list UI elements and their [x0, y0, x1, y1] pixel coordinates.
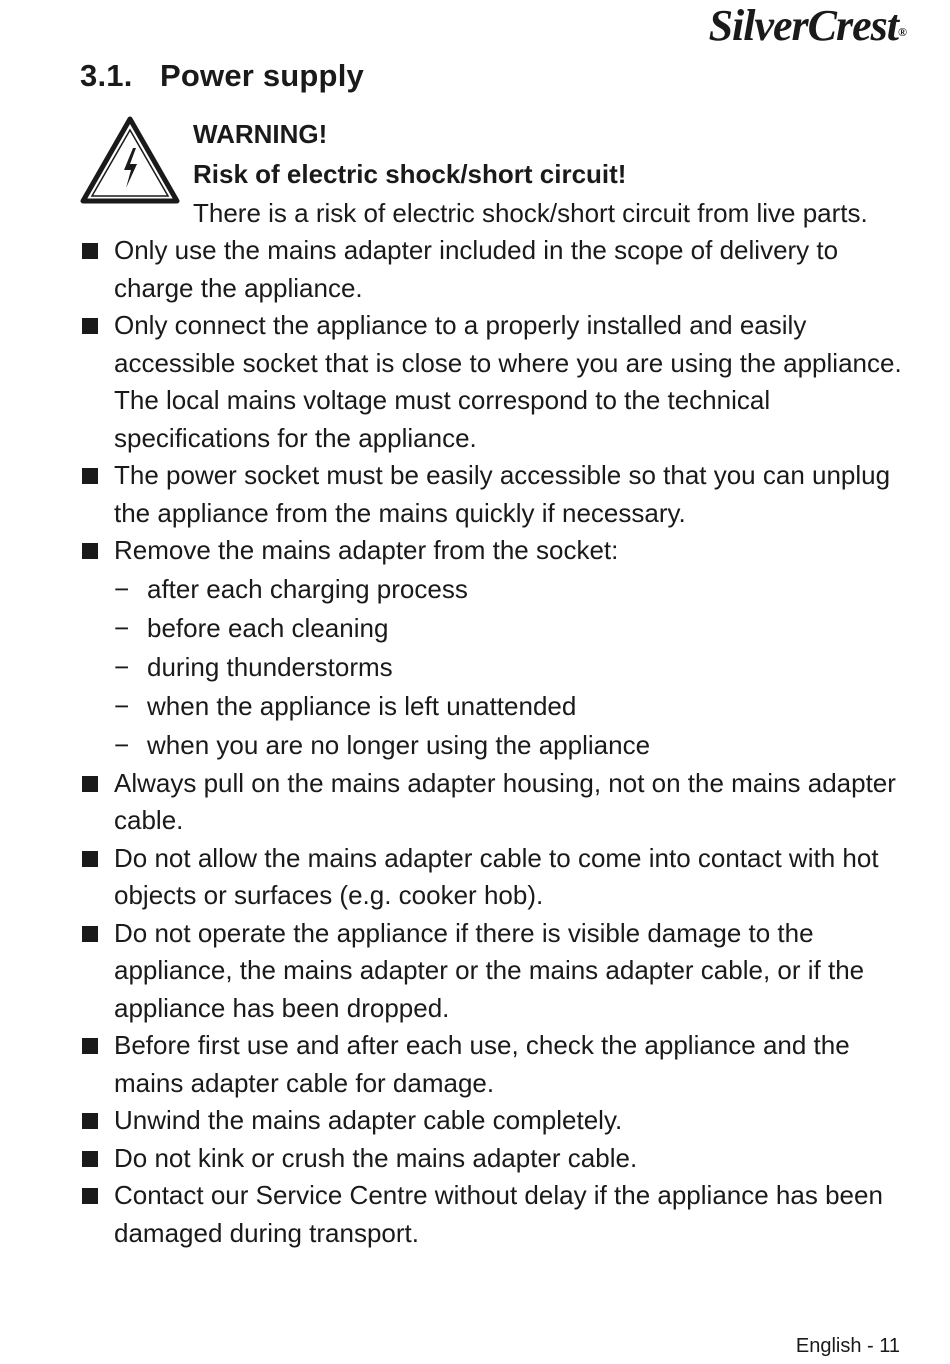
item-text: Only use the mains adapter included in the scope of delivery to charge the appliance. [114, 235, 839, 303]
removal-cases-list [114, 570, 910, 765]
sub-item-text: during thunderstorms [147, 651, 393, 682]
dash-bullet: − [114, 651, 130, 682]
sub-item-text: after each charging process [147, 573, 468, 604]
list-item [80, 307, 910, 457]
dash-bullet: − [114, 573, 130, 604]
square-bullet-icon [82, 1188, 98, 1204]
warning-subtitle: Risk of electric shock/short circuit! [193, 158, 627, 189]
sub-list-item [114, 609, 910, 648]
list-item [80, 915, 910, 1028]
square-bullet-icon [82, 243, 98, 259]
warning-block [193, 115, 913, 234]
list-item [80, 457, 910, 532]
square-bullet-icon [82, 851, 98, 867]
dash-bullet: − [114, 690, 130, 721]
electric-shock-warning-icon [80, 116, 180, 204]
dash-bullet: − [114, 729, 130, 760]
brand-logo [709, 2, 906, 50]
sub-list-item [114, 687, 910, 726]
list-item [80, 1102, 910, 1140]
safety-list [80, 232, 910, 1252]
warning-text: There is a risk of electric shock/short circuit from live parts. [193, 198, 868, 228]
list-item [80, 1177, 910, 1252]
sub-item-text: when you are no longer using the appliance [147, 729, 651, 760]
item-text: Do not operate the appliance if there is visible damage to the appliance, the mains adapter or the mains adapter cable, or if the appliance has been dropped. [114, 917, 865, 1023]
page-number: English - 11 [795, 1335, 900, 1357]
sub-item-text: before each cleaning [147, 612, 389, 643]
section-heading [80, 54, 364, 98]
registered-mark: ® [898, 25, 906, 39]
section-title: Power supply [160, 58, 364, 93]
item-text: Contact our Service Centre without delay if the appliance has been damaged during transport. [114, 1180, 883, 1248]
sub-list-item [114, 726, 910, 765]
item-text: Unwind the mains adapter cable completely. [114, 1105, 623, 1135]
square-bullet-icon [82, 543, 98, 559]
brand-name: SilverCrest [708, 1, 899, 50]
square-bullet-icon [82, 1151, 98, 1167]
item-text: Only connect the appliance to a properly installed and easily accessible socket that is close to where you are using the appliance. The local mains voltage must correspond to the technical specifications for the appliance. [114, 310, 902, 453]
item-text: Always pull on the mains adapter housing, not on the mains adapter cable. [114, 767, 896, 835]
list-item [80, 1140, 910, 1178]
square-bullet-icon [82, 926, 98, 942]
item-text: Do not allow the mains adapter cable to come into contact with hot objects or surfaces (e.g. cooker hob). [114, 842, 879, 910]
item-text: Do not kink or crush the mains adapter cable. [114, 1142, 638, 1173]
square-bullet-icon [82, 776, 98, 792]
square-bullet-icon [82, 1038, 98, 1054]
dash-bullet: − [114, 612, 130, 643]
list-item [80, 532, 910, 765]
section-number: 3.1. [80, 58, 133, 93]
list-item [80, 765, 910, 840]
square-bullet-icon [82, 468, 98, 484]
item-text: Before first use and after each use, check the appliance and the mains adapter cable for damage. [114, 1030, 850, 1098]
sub-list-item [114, 570, 910, 609]
list-item [80, 1027, 910, 1102]
sub-list-item [114, 648, 910, 687]
list-item [80, 232, 910, 307]
warning-title: WARNING! [193, 119, 328, 149]
list-item [80, 840, 910, 915]
square-bullet-icon [82, 318, 98, 334]
sub-item-text: when the appliance is left unattended [147, 690, 577, 721]
square-bullet-icon [82, 1113, 98, 1129]
item-text: The power socket must be easily accessible so that you can unplug the appliance from the mains quickly if necessary. [114, 460, 891, 528]
item-text: Remove the mains adapter from the socket: [114, 535, 619, 565]
